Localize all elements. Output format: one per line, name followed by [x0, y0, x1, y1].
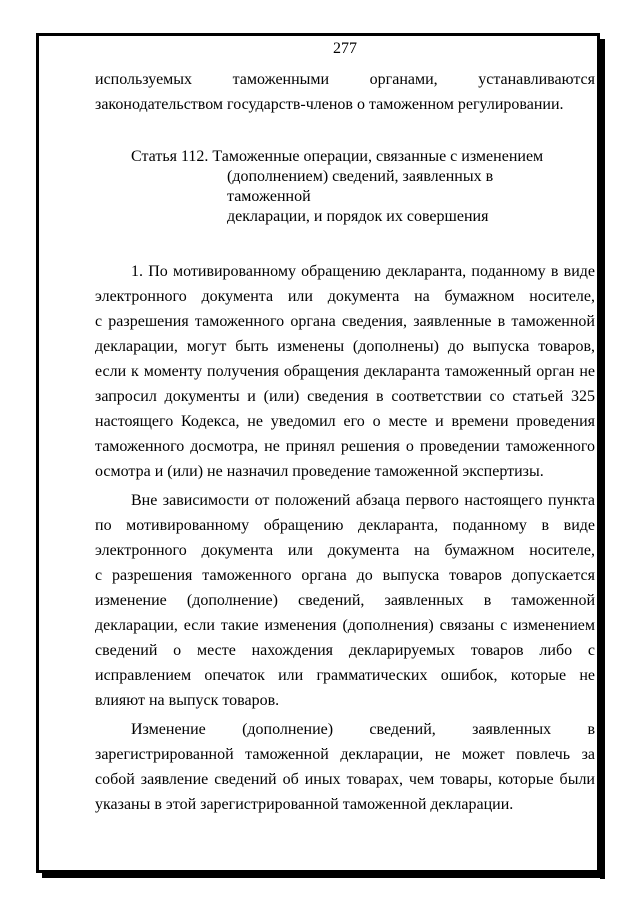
page-number: 277 — [333, 40, 357, 57]
text-line: по мотивированному обращению декларанта, поданному в виде — [95, 517, 595, 534]
text-line: влияют на выпуск товаров. — [95, 692, 280, 709]
text-line: зарегистрированной таможенной декларации, не может повлечь за — [95, 746, 595, 763]
text-line: электронного документа или документа на бумажном носителе, — [95, 288, 595, 305]
text-line: 1. По мотивированному обращению декларанта, поданному в виде — [131, 263, 595, 280]
text-line: запросил документы и (или) сведения в соответствии со статьей 325 — [95, 388, 595, 405]
text-line: собой заявление сведений об иных товарах, чем товары, которые были — [95, 771, 595, 788]
text-line: сведений о месте нахождения декларируемых товаров либо с — [95, 642, 595, 659]
article-heading-line: декларации, и порядок их совершения — [227, 208, 489, 225]
article-heading-line: Статья 112. Таможенные операции, связанные с изменением — [131, 148, 544, 165]
text-line: декларации, могут быть изменены (дополнены) до выпуска товаров, — [95, 338, 595, 355]
text-line: с разрешения таможенного органа сведения, заявленные в таможенной — [95, 313, 595, 330]
article-heading-line: (дополнением) сведений, заявленных в таможенной — [227, 168, 494, 205]
text-line: Вне зависимости от положений абзаца первого настоящего пункта — [131, 492, 595, 509]
text-line: изменение (дополнение) сведений, заявленных в таможенной — [95, 592, 595, 609]
text-line: таможенного досмотра, не принял решения о проведении таможенного — [95, 438, 595, 455]
article-heading — [131, 147, 561, 227]
text-line: законодательством государств-членов о таможенном регулировании. — [95, 96, 564, 113]
text-line: используемых таможенными органами, устанавливаются — [95, 71, 595, 88]
text-line: исправлением опечаток или грамматических ошибок, которые не — [95, 667, 595, 684]
page-border-shadow — [42, 873, 605, 878]
paragraph-3 — [95, 717, 595, 817]
text-line: если к моменту получения обращения декларанта таможенный орган не — [95, 363, 595, 380]
text-line: декларации, если такие изменения (дополнения) связаны с изменением — [95, 617, 595, 634]
document-page — [95, 37, 595, 817]
text-line: указаны в этой зарегистрированной таможенной декларации. — [95, 796, 514, 813]
paragraph-1 — [95, 259, 595, 484]
text-line: осмотра и (или) не назначил проведение таможенной экспертизы. — [95, 463, 544, 480]
text-line: Изменение (дополнение) сведений, заявленных в — [131, 721, 595, 738]
paragraph-2 — [95, 488, 595, 713]
text-line: электронного документа или документа на бумажном носителе, — [95, 542, 595, 559]
intro-paragraph — [95, 67, 595, 117]
page-border-shadow — [600, 39, 605, 879]
text-line: с разрешения таможенного органа до выпуска товаров допускается — [95, 567, 595, 584]
text-line: настоящего Кодекса, не уведомил его о месте и времени проведения — [95, 413, 595, 430]
